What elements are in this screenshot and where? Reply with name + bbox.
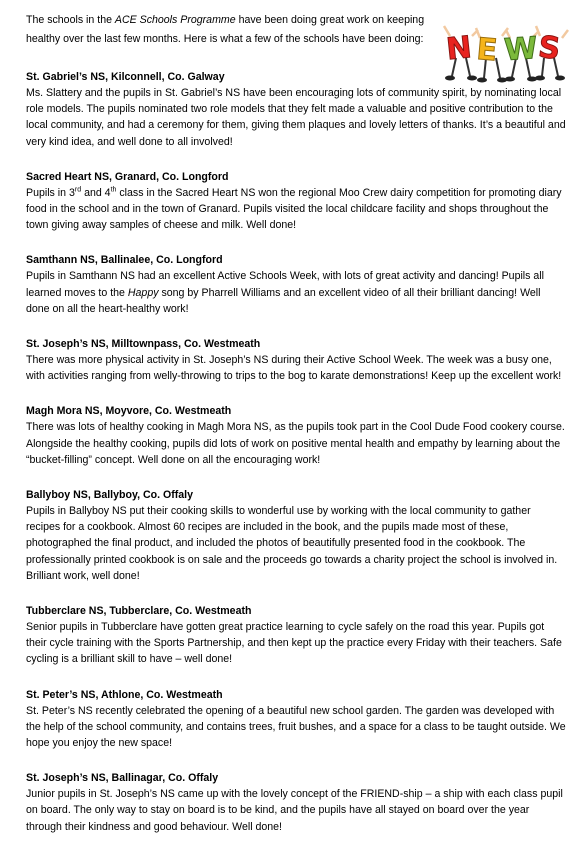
intro-paragraph <box>26 11 426 49</box>
news-heading: St. Gabriel’s NS, Kilconnell, Co. Galway <box>26 71 225 83</box>
news-heading: Samthann NS, Ballinalee, Co. Longford <box>26 254 223 267</box>
news-item-sacred-heart <box>26 170 566 234</box>
news-body: There was lots of healthy cooking in Magh Mora NS, as the pupils took part in the Cool Dude Food cookery course. Alongside the healthy cooking, pupils did lots of work on positive mental health and empathy by learning about the “bucket-filling” concept. Well done on all the encouraging work! <box>26 421 565 466</box>
intro-text: have been doing great work on keeping <box>235 14 425 26</box>
news-body: St. Peter’s NS recently celebrated the opening of a beautiful new school garden. The garden was developed with the help of the school community, and contains trees, fruit bushes, and a space for a class to be taught outside. We hope you enjoy the new space! <box>26 704 566 750</box>
news-body-text: Pupils in Samthann NS had an excellent Active Schools Week, with lots of great activity and dancing! Pupils all learned moves to the <box>26 270 545 299</box>
news-item-st-josephs-ballinagar <box>26 771 566 835</box>
news-item-tubberclare <box>26 604 566 668</box>
news-item-st-gabriels <box>26 70 566 150</box>
news-heading: Magh Mora NS, Moyvore, Co. Westmeath <box>26 405 232 418</box>
letter-n: N <box>444 30 474 68</box>
news-body-text: class in the Sacred Heart NS won the regional Moo Crew dairy competition for promoting diary food in the school and in the town of Granard. Pupils visited the local childcare facility and shops throughout the town giving away samples of cheese and milk. Well done! <box>26 186 562 232</box>
news-body: Pupils in Ballyboy NS put their cooking skills to wonderful use by working with the local community to gather recipes for a cookbook. Almost 60 recipes are included in the book, and the pupils made most of these, photographed the final product, and included the photos of beautifully presented food in the cookbook. The professionally printed cookbook is on sale and the proceeds go towards a charity project the school is involved in. Brilliant work, well done! <box>26 505 558 582</box>
ordinal-suffix: th <box>110 186 117 194</box>
news-item-st-peters <box>26 688 566 752</box>
intro-text: The schools in the <box>26 14 115 26</box>
news-body: Senior pupils in Tubberclare have gotten great practice learning to cycle safely on the road this year. Pupils got their cycle training with the Sports Partnership, and then kept up the practice every Friday with their teachers. Safe cycling is a brilliant skill to have – well done! <box>26 621 562 666</box>
news-heading: Tubberclare NS, Tubberclare, Co. Westmeath <box>26 605 252 618</box>
news-heading: St. Joseph’s NS, Milltownpass, Co. Westmeath <box>26 338 261 351</box>
news-body <box>26 185 566 234</box>
ordinal-suffix: rd <box>74 186 82 194</box>
letter-w: W <box>503 30 539 69</box>
news-item-samthann <box>26 253 566 317</box>
letter-e: E <box>475 31 499 69</box>
news-body: Ms. Slattery and the pupils in St. Gabriel’s NS have been encouraging lots of community spirit, by nominating local role models. The pupils nominated two role models that they felt made a valuable and positive contribution to the local community, and had a ceremony for them, giving them plaques and lovely letters of thanks. It’s a beautiful and very kind idea, and well done to all involved! <box>26 87 566 148</box>
news-body-text: song by Pharrell Williams and an excellent video of all their brilliant dancing! Well done on all the heart-healthy work! <box>26 286 541 315</box>
news-body: There was more physical activity in St. Joseph’s NS during their Active School Week. The week was a busy one, with activities ranging from welly-throwing to trips to the bog to karate demonstrations! Keep up the excellent work! <box>26 354 562 383</box>
news-body <box>26 268 566 317</box>
programme-name: ACE Schools Programme <box>114 14 236 26</box>
intro-text: healthy over the last few months. Here is what a few of the schools have been doing: <box>26 33 424 45</box>
news-body-text: Pupils in 3 <box>26 186 75 199</box>
news-body-text: and 4 <box>81 186 111 199</box>
news-heading: St. Joseph’s NS, Ballinagar, Co. Offaly <box>26 772 219 785</box>
news-heading: Sacred Heart NS, Granard, Co. Longford <box>26 170 229 183</box>
song-title: Happy <box>127 286 159 299</box>
news-item-magh-mora <box>26 404 566 468</box>
news-body: Junior pupils in St. Joseph’s NS came up with the lovely concept of the FRIEND-ship – a ship with each class pupil on board. The only way to stay on board is to be kind, and the pupils have all stayed on board over the year through their kindness and good behaviour. Well done! <box>26 788 563 833</box>
news-item-ballyboy <box>26 488 566 584</box>
letter-s: S <box>536 29 563 68</box>
news-heading: St. Peter’s NS, Athlone, Co. Westmeath <box>26 688 223 701</box>
news-heading: Ballyboy NS, Ballyboy, Co. Offaly <box>26 489 193 502</box>
school-news-list <box>26 70 566 855</box>
news-item-st-josephs-milltownpass <box>26 337 566 384</box>
